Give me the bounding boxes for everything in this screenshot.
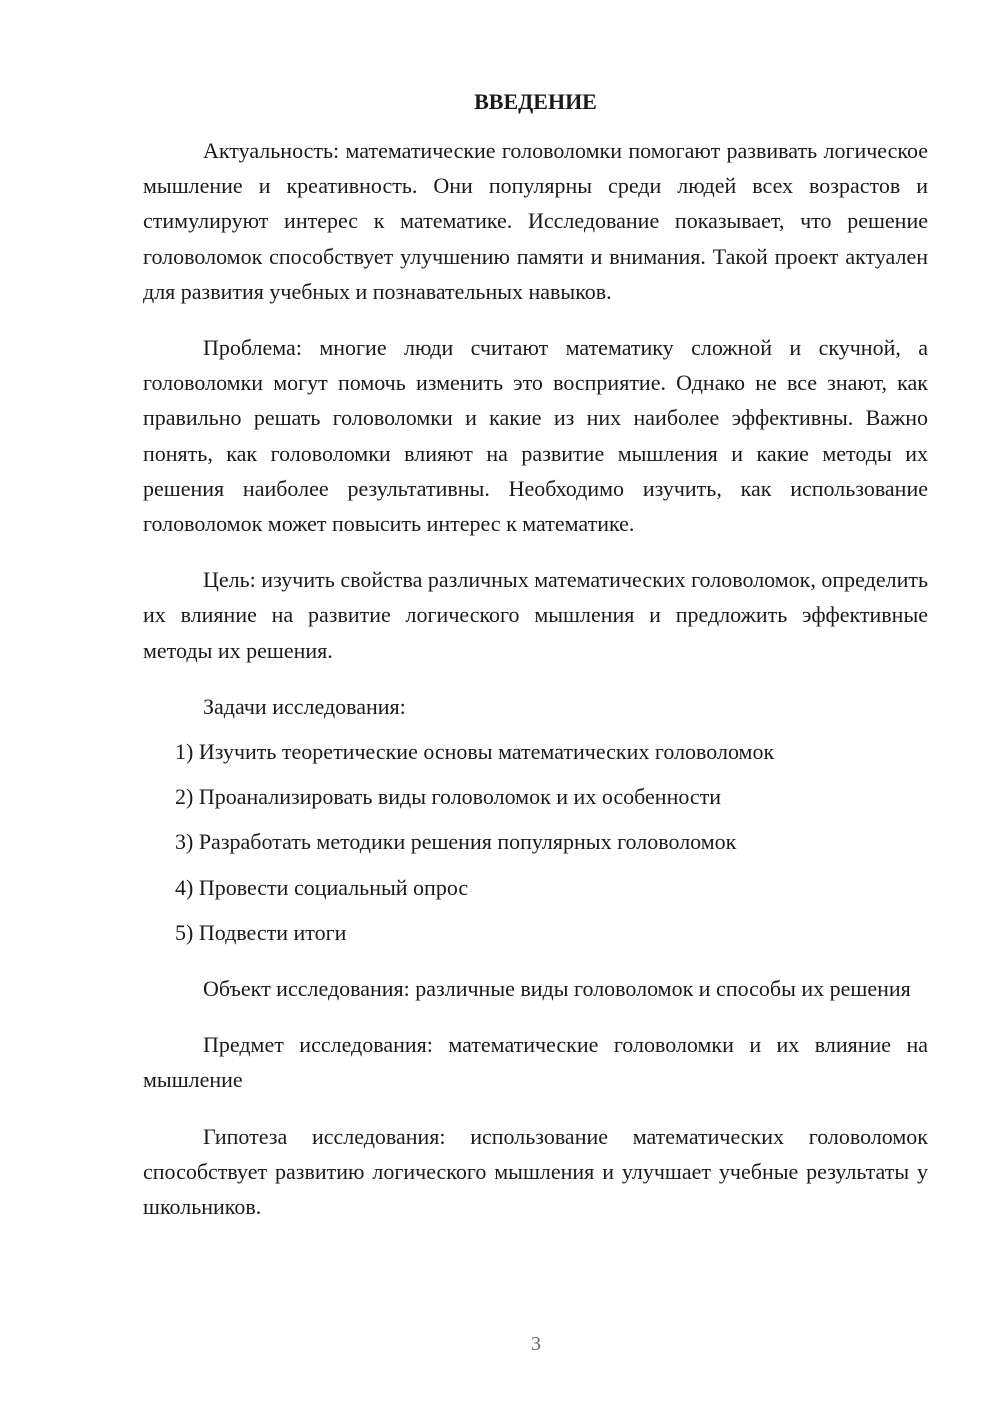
page-number: 3 (531, 1333, 541, 1355)
tasks-list (143, 734, 928, 950)
hypothesis-paragraph: Гипотеза исследования: использование математических головоломок способствует развитию логического мышления и улучшает учебные результаты у школьников. (143, 1123, 928, 1220)
tasks-title: Задачи исследования: (203, 693, 406, 719)
task-item: 1) Изучить теоретические основы математических головоломок (175, 739, 775, 765)
section-heading: ВВЕДЕНИЕ (474, 89, 597, 114)
task-item: 4) Провести социальный опрос (175, 874, 469, 900)
problem-paragraph: Проблема: многие люди считают математику сложной и скучной, а головоломки могут помочь изменить это восприятие. Однако не все знают, как правильно решать головоломки и какие из них наиболее эффективны. Важно понять, как головоломки влияют на развитие мышления и какие методы их решения наиболее результативны. Необходимо изучить, как использование головоломок может повысить интерес к математике. (143, 335, 928, 537)
goal-paragraph: Цель: изучить свойства различных математических головоломок, определить их влияние на развитие логического мышления и предложить эффективные методы их решения. (143, 567, 928, 663)
relevance-paragraph: Актуальность: математические головоломки помогают развивать логическое мышление и креативность. Они популярны среди людей всех возрастов и стимулируют интерес к математике. Исследование показывает, что решение головоломок способствует улучшению памяти и внимания. Такой проект актуален для развития учебных и познавательных навыков. (143, 138, 928, 304)
task-item: 3) Разработать методики решения популярных головоломок (175, 829, 737, 855)
task-item: 5) Подвести итоги (175, 919, 347, 945)
subject-paragraph: Предмет исследования: математические головоломки и их влияние на мышление (143, 1032, 928, 1093)
document-page (143, 90, 928, 1224)
object-paragraph: Объект исследования: различные виды головоломок и способы их решения (203, 976, 911, 1002)
task-item: 2) Проанализировать виды головоломок и их особенности (175, 784, 722, 810)
